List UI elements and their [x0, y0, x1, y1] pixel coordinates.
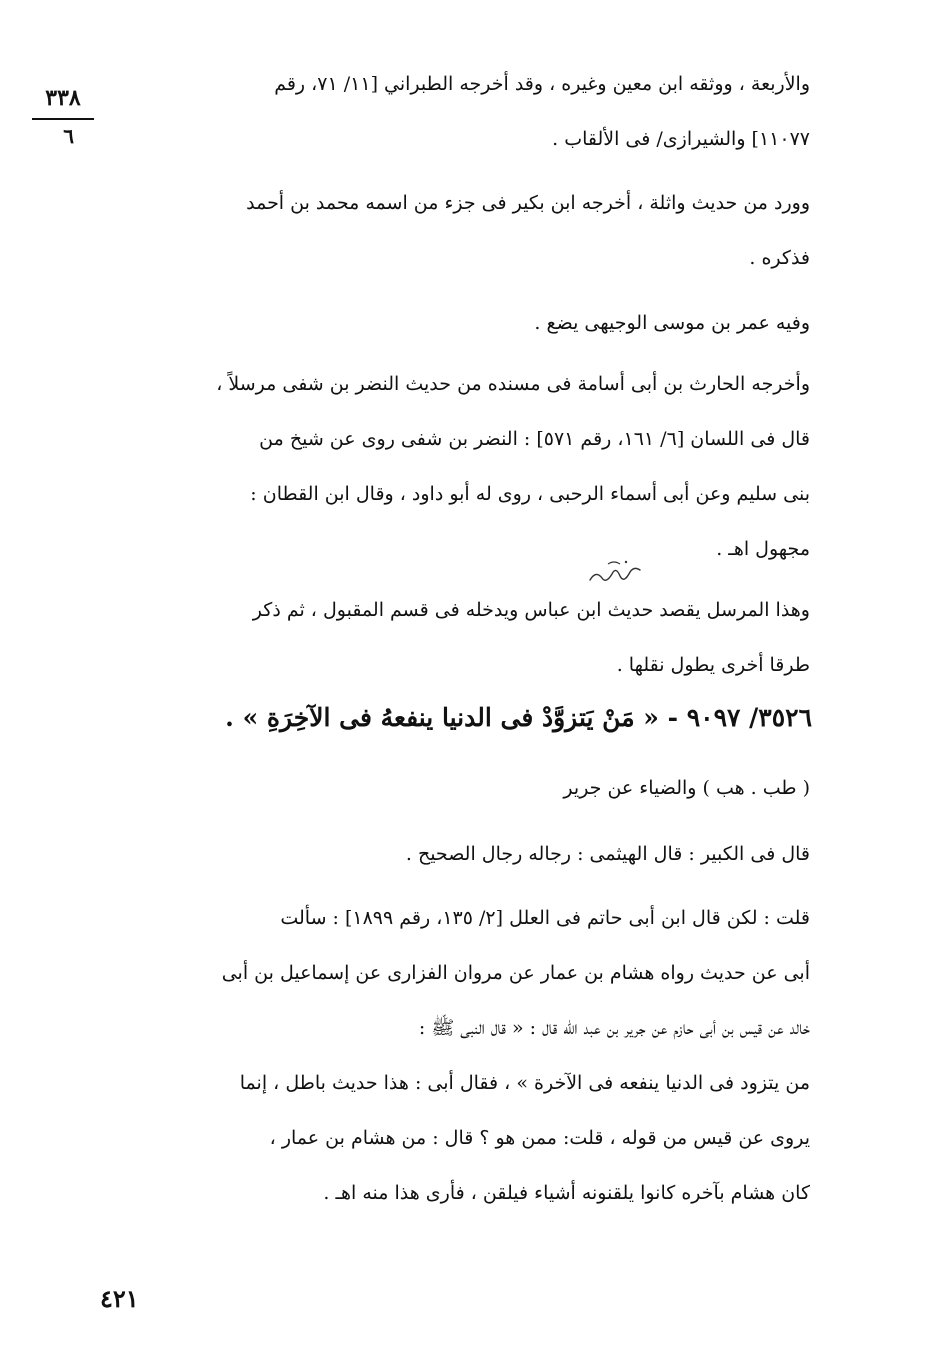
handwritten-annotation [586, 556, 646, 592]
paragraph-line: من يتزود فى الدنيا ينفعه فى الآخرة » ، فقال أبى : هذا حديث باطل ، إنما [239, 1072, 810, 1094]
margin-sub-number: ٦ [63, 124, 74, 148]
paragraph-line: أبى عن حديث رواه هشام بن عمار عن مروان الفزارى عن إسماعيل بن أبى [221, 962, 810, 984]
paragraph-3 [96, 303, 810, 358]
paragraph-8 [96, 898, 810, 1228]
paragraph-line: قلت : لكن قال ابن أبى حاتم فى العلل [٢/ ١٣٥، رقم ١٨٩٩] : سألت [280, 907, 810, 929]
paragraph-2 [96, 183, 810, 293]
hadith-heading: ٣٥٢٦/ ٩٠٩٧ - « مَنْ يَتزوَّدْ فى الدنيا ينفعهُ فى الآخِرَةِ » . [225, 703, 812, 732]
paragraph-6 [96, 768, 810, 823]
paragraph-line: قال فى الكبير : قال الهيثمى : رجاله رجال الصحيح . [405, 843, 810, 865]
paragraph-line: فذكره . [749, 247, 810, 269]
paragraph-line: وأخرجه الحارث بن أبى أسامة فى مسنده من حديث النضر بن شفى مرسلاً ، [216, 373, 810, 395]
paragraph-line: يروى عن قيس من قوله ، قلت: ممن هو ؟ قال : من هشام بن عمار ، [269, 1127, 810, 1149]
paragraph-line: ١١٠٧٧] والشيرازى/ فى الألقاب . [552, 128, 810, 150]
margin-reference [32, 84, 94, 148]
paragraph-line: وهذا المرسل يقصد حديث ابن عباس ويدخله فى قسم المقبول ، ثم ذكر [252, 599, 810, 621]
paragraph-line: كان هشام بآخره كانوا يلقنونه أشياء فيلقن ، فأرى هذا منه اهـ . [323, 1182, 810, 1204]
margin-divider [32, 118, 94, 120]
paragraph-7 [96, 834, 810, 889]
paragraph-line: والأربعة ، ووثقه ابن معين وغيره ، وقد أخرجه الطبراني [١١/ ٧١، رقم [274, 73, 810, 95]
paragraph-1 [96, 64, 810, 174]
page-number: ٤٢١ [100, 1284, 139, 1313]
paragraph-4 [96, 364, 810, 584]
paragraph-line: وورد من حديث واثلة ، أخرجه ابن بكير فى جزء من اسمه محمد بن أحمد [246, 192, 810, 214]
paragraph-line: خالد عن قيس بن أبى حازم عن جرير بن عبد الله قال : « قال النبى ﷺ : [418, 1017, 810, 1039]
paragraph-line: قال فى اللسان [٦/ ١٦١، رقم ٥٧١] : النضر بن شفى روى عن شيخ من [259, 428, 810, 450]
paragraph-line: ( طب . هب ) والضياء عن جرير [563, 777, 810, 799]
paragraph-line: طرقا أخرى يطول نقلها . [616, 654, 810, 676]
paragraph-line: بنى سليم وعن أبى أسماء الرحبى ، روى له أبو داود ، وقال ابن القطان : [250, 483, 810, 505]
paragraph-line: وفيه عمر بن موسى الوجيهى يضع . [534, 312, 810, 334]
margin-volume-page: ٣٣٨ [45, 85, 81, 111]
paragraph-5 [96, 590, 810, 700]
paragraph-line: مجهول اهـ . [716, 538, 810, 560]
handwriting-icon [586, 556, 646, 592]
